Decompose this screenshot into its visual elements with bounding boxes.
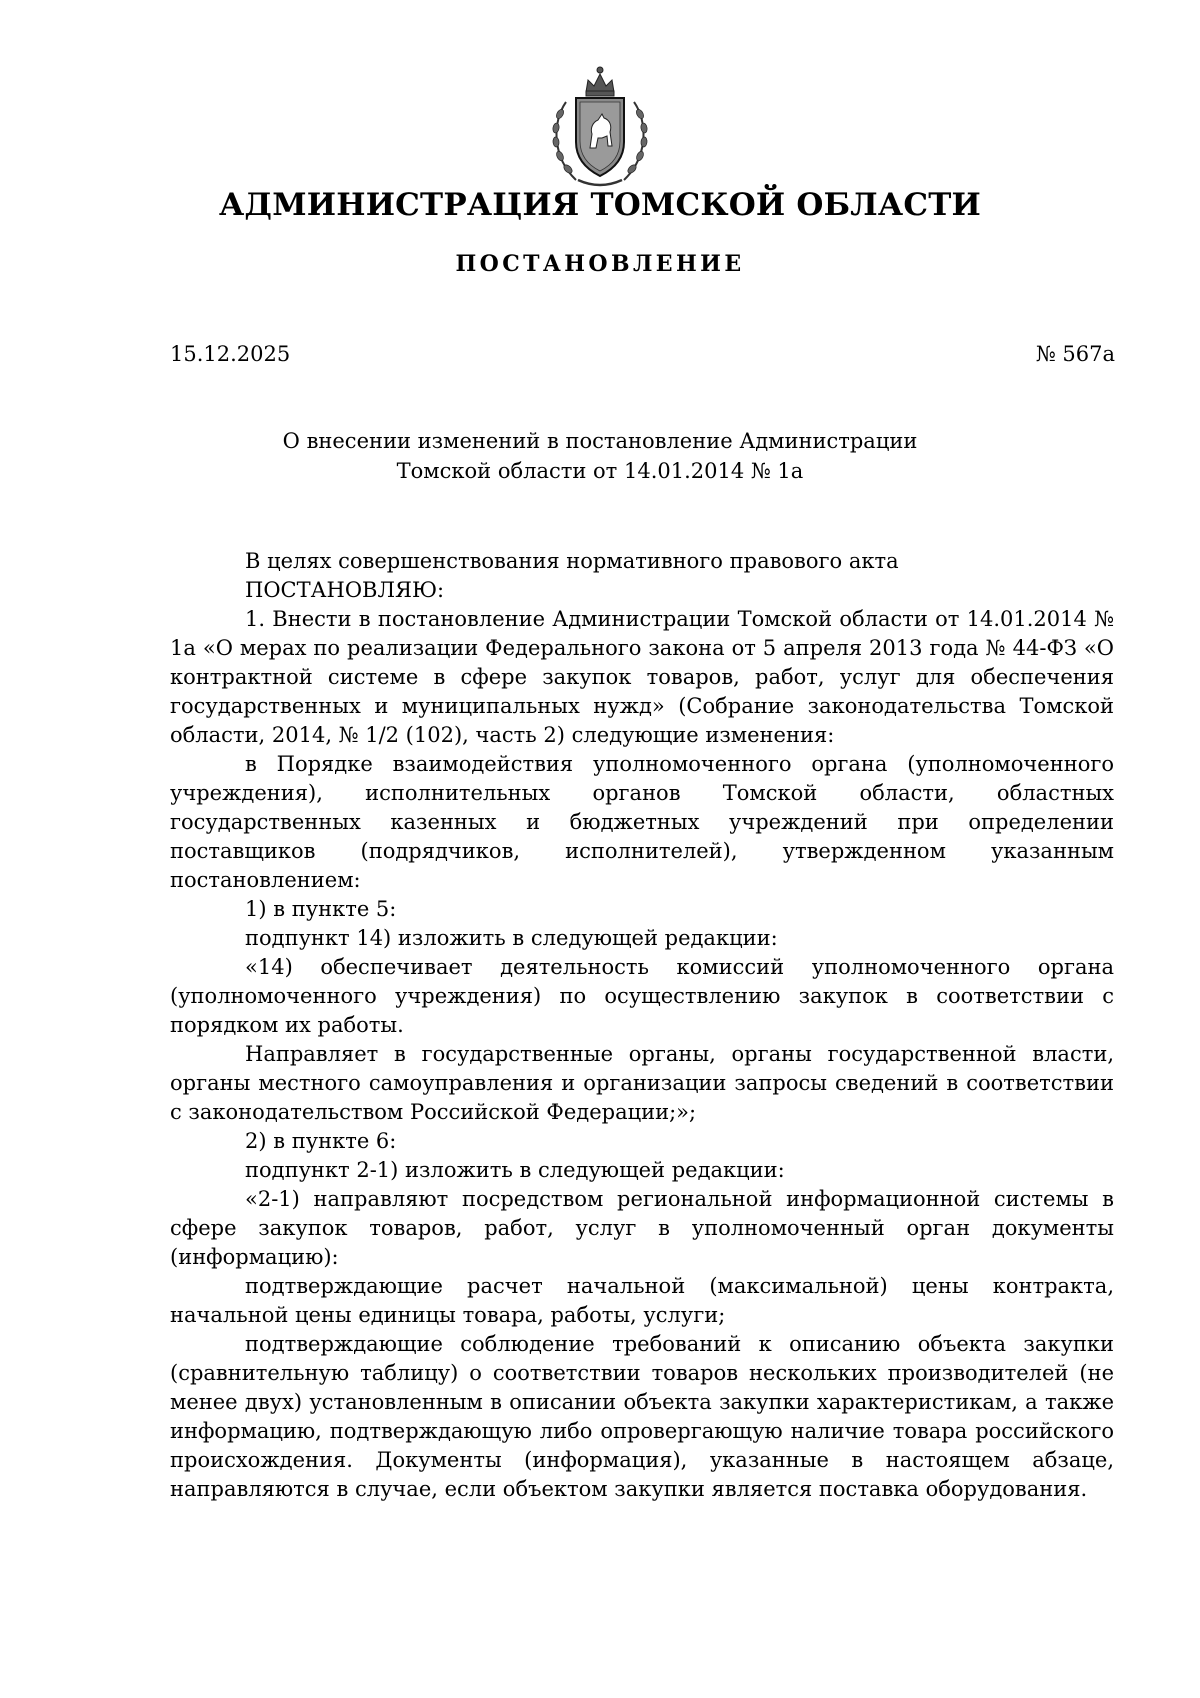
body-paragraph: «2-1) направляют посредством региональной информационной системы в сфере закупок товаров, работ, услуг в уполномоченный орган документы (информацию): bbox=[170, 1187, 1114, 1269]
body-paragraph: ПОСТАНОВЛЯЮ: bbox=[245, 578, 445, 602]
body-paragraph: подпункт 2-1) изложить в следующей редакции: bbox=[245, 1158, 785, 1182]
body-paragraph: «14) обеспечивает деятельность комиссий уполномоченного органа (уполномоченного учреждения) по осуществлению закупок в соответствии с порядком их работы. bbox=[170, 955, 1114, 1037]
body-paragraph: подпункт 14) изложить в следующей редакции: bbox=[245, 926, 778, 950]
body-paragraph: подтверждающие соблюдение требований к описанию объекта закупки (сравнительную таблицу) о соответствии товаров нескольких производителей (не менее двух) установленным в описании объекта закупки характеристикам, а также информацию, подтверждающую либо опровергающую наличие товара российского происхождения. Документы (информация), указанные в настоящем абзаце, направляются в случае, если объектом закупки является поставка оборудования. bbox=[170, 1332, 1114, 1501]
body-paragraph: 1) в пункте 5: bbox=[245, 897, 397, 921]
document-number: № 567а bbox=[1035, 342, 1115, 366]
body-paragraph bbox=[170, 605, 1114, 750]
body-paragraph: Направляет в государственные органы, органы государственной власти, органы местного самоуправления и организации запросы сведений в соответствии с законодательством Российской Федерации;»; bbox=[170, 1042, 1114, 1124]
document-body bbox=[170, 547, 1114, 1504]
body-paragraph: 2) в пункте 6: bbox=[245, 1129, 397, 1153]
subject-line-1: О внесении изменений в постановление Администрации bbox=[282, 429, 918, 453]
subject-line-2: Томской области от 14.01.2014 № 1а bbox=[396, 459, 804, 483]
coat-of-arms-emblem bbox=[546, 62, 654, 192]
body-paragraph: подтверждающие расчет начальной (максимальной) цены контракта, начальной цены единицы товара, работы, услуги; bbox=[170, 1274, 1114, 1327]
body-paragraph: В целях совершенствования нормативного правового акта bbox=[245, 549, 899, 573]
body-paragraph: в Порядке взаимодействия уполномоченного органа (уполномоченного учреждения), исполнительных органов Томской области, областных государственных казенных и бюджетных учреждений при определении поставщиков (подрядчиков, исполнителей), утвержденном указанным постановлением: bbox=[170, 752, 1114, 892]
document-date: 15.12.2025 bbox=[170, 342, 291, 366]
organization-title: АДМИНИСТРАЦИЯ ТОМСКОЙ ОБЛАСТИ bbox=[218, 187, 981, 223]
document-subject bbox=[0, 426, 1200, 486]
body-paragraph-text: 1. Внести в постановление Администрации Томской области от 14.01.2014 № 1а «О мерах по реализации Федерального закона от 5 апреля 2013 года № 44-ФЗ «О контрактной системе в сфере закупок товаров, работ, услуг для обеспечения государственных и муниципальных нужд» (Собрание законодательства Томской области, 2014, № 1/2 (102), часть 2) следующие изменения: bbox=[170, 607, 1114, 747]
document-type-title: ПОСТАНОВЛЕНИЕ bbox=[455, 251, 745, 277]
